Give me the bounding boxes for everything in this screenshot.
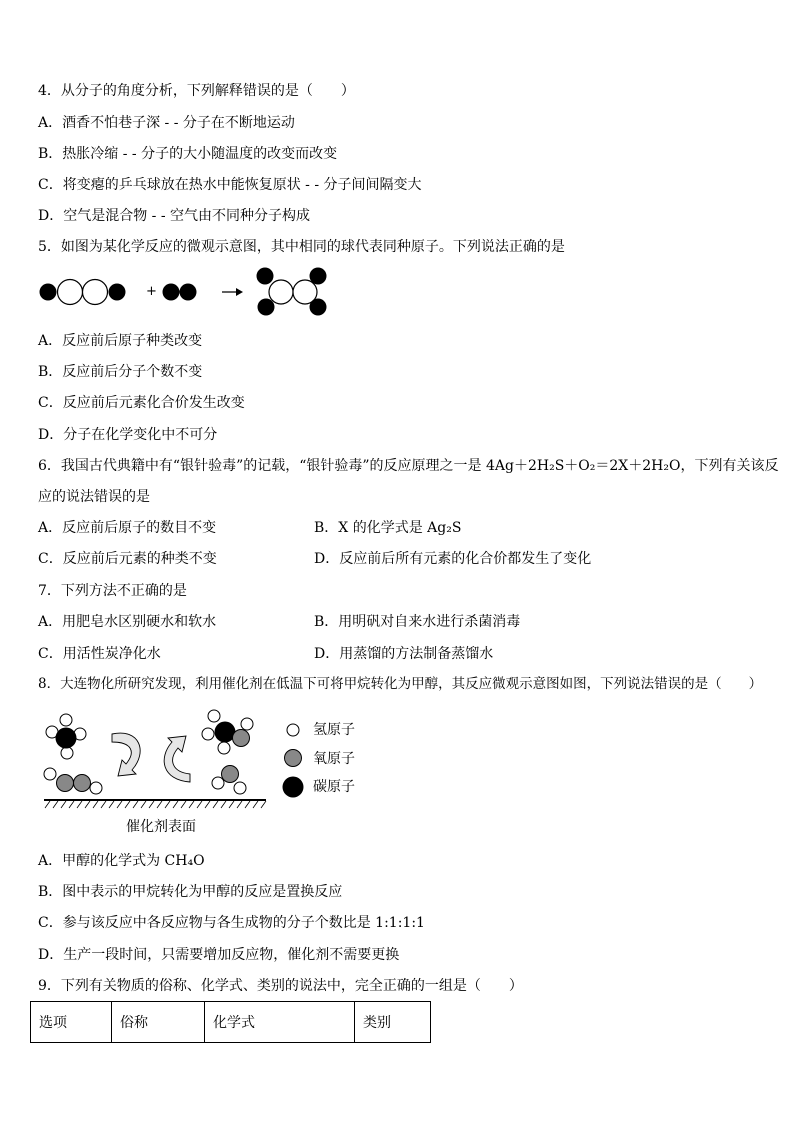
q5-option-a: A．反应前后原子种类改变 <box>38 333 203 349</box>
header-common-name: 俗称 <box>112 1002 205 1043</box>
black-atom <box>180 284 197 301</box>
q7-option-a: A．用肥皂水区别硬水和软水 <box>38 614 217 630</box>
black-atom <box>310 299 327 316</box>
q7-option-b: B．用明矾对自来水进行杀菌消毒 <box>314 614 521 630</box>
black-atom <box>310 268 327 285</box>
q7-option-d: D．用蒸馏的方法制备蒸馏水 <box>314 646 494 662</box>
oxygen-atom <box>74 775 91 792</box>
q5-option-b: B．反应前后分子个数不变 <box>38 364 203 380</box>
curved-arrow-up-icon <box>164 736 190 782</box>
catalyst-surface <box>44 800 266 808</box>
header-category: 类别 <box>355 1002 431 1043</box>
hydrogen-atom <box>90 782 102 794</box>
oxygen-atom <box>222 766 239 783</box>
header-option: 选项 <box>31 1002 112 1043</box>
catalyst-surface-label: 催化剂表面 <box>126 819 196 835</box>
q5-reaction-diagram <box>30 262 350 322</box>
hydrogen-atom <box>60 714 72 726</box>
hydrogen-atom <box>61 747 73 759</box>
black-atom <box>109 284 126 301</box>
q6-option-a: A．反应前后原子的数目不变 <box>38 520 217 536</box>
q6-option-b: B．X 的化学式是 Ag₂S <box>314 520 462 536</box>
methane-molecule <box>46 714 86 759</box>
product-molecule <box>257 268 327 316</box>
reactant-molecule-2 <box>163 284 197 301</box>
black-atom <box>40 284 57 301</box>
header-formula: 化学式 <box>205 1002 355 1043</box>
white-atom <box>58 280 83 305</box>
carbon-atom <box>56 728 77 749</box>
q8-option-d: D．生产一段时间，只需要增加反应物，催化剂不需要更换 <box>38 947 400 963</box>
plus-sign: + <box>146 284 157 299</box>
hydrogen-atom <box>234 782 246 794</box>
q8-stem: 8．大连物化所研究发现，利用催化剂在低温下可将甲烷转化为甲醇，其反应微观示意图如图，下列说法错误的是（ ） <box>38 676 763 692</box>
q5-option-c: C．反应前后元素化合价发生改变 <box>38 395 245 411</box>
q5-stem: 5．如图为某化学反应的微观示意图，其中相同的球代表同种原子。下列说法正确的是 <box>38 239 565 255</box>
curved-arrow-down-icon <box>112 733 140 776</box>
black-atom <box>257 268 274 285</box>
black-atom <box>163 284 180 301</box>
reaction-arrow <box>222 288 243 296</box>
q7-option-c: C．用活性炭净化水 <box>38 646 161 662</box>
q4-option-c: C．将变瘪的乒乓球放在热水中能恢复原状 - - 分子间间隔变大 <box>38 177 422 193</box>
q9-stem: 9．下列有关物质的俗称、化学式、类别的说法中，完全正确的一组是（ ） <box>38 978 523 994</box>
oxygen-atom <box>233 730 250 747</box>
hydrogen-atom <box>241 718 253 730</box>
legend-carbon-icon <box>283 777 304 798</box>
q4-stem: 4．从分子的角度分析，下列解释错误的是（ ） <box>38 83 355 99</box>
water-molecule <box>212 766 246 795</box>
hydrogen-atom <box>202 728 214 740</box>
q4-option-d: D．空气是混合物 - - 空气由不同种分子构成 <box>38 208 311 224</box>
oxygen-atom <box>57 775 74 792</box>
hydrogen-atom <box>212 777 224 789</box>
q5-option-d: D．分子在化学变化中不可分 <box>38 427 218 443</box>
methanol-molecule <box>202 710 253 754</box>
white-atom <box>269 280 293 304</box>
hydrogen-atom <box>218 742 230 754</box>
hydrogen-atom <box>208 710 220 722</box>
q4-option-a: A．酒香不怕巷子深 - - 分子在不断地运动 <box>38 115 295 131</box>
q6-stem-line2: 应的说法错误的是 <box>38 489 150 505</box>
legend-carbon-label: 碳原子 <box>313 779 355 795</box>
white-atom <box>83 280 108 305</box>
q4-option-b: B．热胀冷缩 - - 分子的大小随温度的改变而改变 <box>38 146 338 162</box>
legend-oxygen-icon <box>285 750 302 767</box>
oxygen-molecule <box>44 768 102 794</box>
q6-stem-line1: 6．我国古代典籍中有“银针验毒”的记载，“银针验毒”的反应原理之一是 4Ag＋2H₂S＋O₂＝2X＋2H₂O，下列有关该反 <box>38 458 779 474</box>
hydrogen-atom <box>44 768 56 780</box>
q7-stem: 7．下列方法不正确的是 <box>38 583 187 599</box>
q8-option-b: B．图中表示的甲烷转化为甲醇的反应是置换反应 <box>38 884 343 900</box>
q8-option-c: C．参与该反应中各反应物与各生成物的分子个数比是 1:1:1:1 <box>38 915 425 931</box>
q8-option-a: A．甲醇的化学式为 CH₄O <box>38 853 205 869</box>
q9-table <box>30 1001 431 1043</box>
black-atom <box>258 299 275 316</box>
legend-hydrogen-icon <box>287 724 299 736</box>
reactant-molecule-1 <box>40 280 126 305</box>
legend-hydrogen-label: 氢原子 <box>313 722 355 738</box>
q6-option-d: D．反应前后所有元素的化合价都发生了变化 <box>314 551 592 567</box>
table-header-row <box>31 1002 431 1043</box>
legend-oxygen-label: 氧原子 <box>313 751 355 767</box>
q6-option-c: C．反应前后元素的种类不变 <box>38 551 217 567</box>
